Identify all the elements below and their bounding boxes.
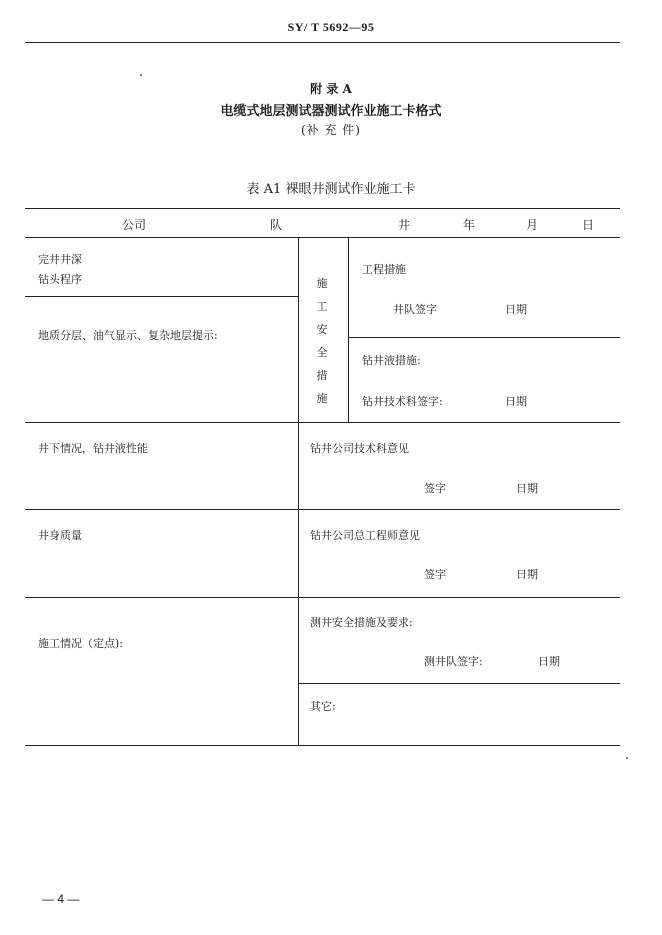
- table-caption: 表 A1 裸眼井测试作业施工卡: [246, 182, 416, 197]
- signature-label-2: 签字: [424, 568, 446, 581]
- safety-divider: [348, 337, 620, 338]
- appendix-title: 电缆式地层测试器测试作业施工卡格式: [220, 104, 442, 119]
- row-divider-1: [25, 422, 620, 423]
- team-signature-label: 井队签字: [393, 303, 437, 316]
- heading-well: 井: [398, 218, 411, 232]
- wellbore-quality-label: 井身质量: [38, 529, 82, 542]
- chief-engineer-opinion-label: 钻井公司总工程师意见: [310, 529, 420, 542]
- safety-vertical-label: [312, 272, 332, 410]
- safety-char: 全: [316, 346, 328, 359]
- heading-year: 年: [463, 218, 476, 232]
- scan-speck: [140, 74, 142, 76]
- left-divider-1: [25, 296, 298, 297]
- scan-speck: [626, 757, 628, 759]
- main-column-divider: [298, 237, 299, 745]
- safety-char: 施: [316, 277, 328, 290]
- drilling-program-label: 钻头程序: [38, 273, 82, 286]
- appendix-label: 附 录 A: [310, 82, 352, 96]
- safety-char: 安: [316, 323, 328, 336]
- right-divider-other: [298, 683, 620, 684]
- table-top-rule: [25, 208, 620, 209]
- heading-bottom-rule: [25, 237, 620, 238]
- completion-depth-label: 完井井深: [38, 253, 82, 266]
- standard-code: SY/ T 5692—95: [287, 20, 375, 34]
- date-label-4: 日期: [516, 568, 538, 581]
- geology-label: 地质分层、油气显示、复杂地层提示:: [38, 329, 218, 342]
- logging-safety-label: 测井安全措施及要求:: [310, 616, 413, 629]
- header-rule: [25, 42, 620, 43]
- page-number: — 4 —: [42, 892, 80, 906]
- date-label-5: 日期: [538, 655, 560, 668]
- row-divider-2: [25, 509, 620, 510]
- construction-label: 施工情况（定点):: [38, 637, 123, 650]
- row-divider-3: [25, 597, 620, 598]
- tech-signature-label: 钻井技术科签字:: [362, 395, 443, 408]
- table-bottom-rule: [25, 745, 620, 746]
- safety-char: 措: [316, 369, 328, 382]
- safety-char: 施: [316, 392, 328, 405]
- company-tech-opinion-label: 钻井公司技术科意见: [310, 442, 409, 455]
- heading-team: 队: [270, 218, 283, 232]
- date-label-3: 日期: [516, 482, 538, 495]
- date-label-1: 日期: [505, 303, 527, 316]
- engineering-measures-label: 工程措施: [362, 263, 406, 276]
- downhole-label: 井下情况，钻井液性能: [38, 442, 148, 455]
- safety-char: 工: [316, 300, 328, 313]
- date-label-2: 日期: [505, 395, 527, 408]
- other-label: 其它:: [310, 700, 336, 713]
- heading-day: 日: [582, 218, 595, 232]
- safety-column-divider: [348, 237, 349, 422]
- heading-company: 公司: [122, 218, 147, 232]
- signature-label-1: 签字: [424, 482, 446, 495]
- logging-team-signature-label: 测井队签字:: [424, 655, 483, 668]
- heading-month: 月: [526, 218, 539, 232]
- mud-measures-label: 钻井液措施:: [362, 354, 421, 367]
- appendix-note: (补 充 件): [301, 123, 361, 137]
